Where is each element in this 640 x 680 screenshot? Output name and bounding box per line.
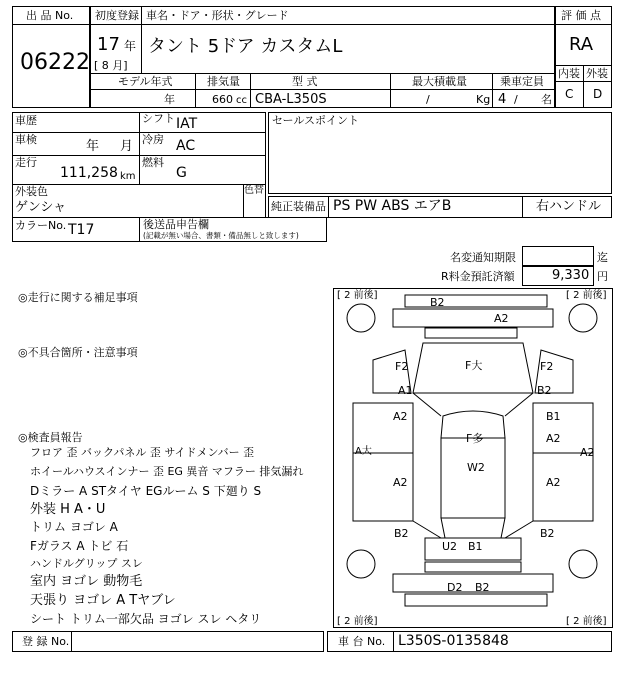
damage-label: A2 bbox=[393, 476, 408, 489]
a-pillar-left bbox=[413, 393, 441, 416]
first-reg-year: 17 bbox=[97, 34, 120, 55]
capacity-sep: / bbox=[514, 93, 518, 106]
displacement-label: 排気量 bbox=[207, 75, 240, 88]
damage-label: B1 bbox=[468, 540, 483, 553]
deadline-label: 名変通知期限 bbox=[450, 251, 516, 264]
rating-label: 評 価 点 bbox=[561, 9, 601, 22]
spec-divider-1 bbox=[195, 73, 196, 108]
damage-label: U2 bbox=[442, 540, 458, 553]
capacity: 4 bbox=[498, 92, 507, 107]
sales-point-label: セールスポイント bbox=[272, 114, 360, 127]
car-condition-diagram bbox=[333, 288, 613, 628]
diagram-frame bbox=[334, 289, 613, 628]
displacement: 660 bbox=[212, 93, 233, 106]
first-reg-label: 初度登録 bbox=[95, 9, 139, 22]
c-pillar-right bbox=[505, 521, 533, 538]
reg-no-label: 登 録 No. bbox=[22, 635, 70, 648]
c-pillar-left bbox=[413, 521, 441, 538]
body-right bbox=[533, 403, 593, 521]
type-label: 型 式 bbox=[292, 75, 318, 88]
corner-label-tr: [ 2 前後] bbox=[566, 290, 607, 301]
handle: 右ハンドル bbox=[536, 199, 602, 214]
ac-label: 冷房 bbox=[142, 133, 164, 146]
car-name: タント 5ドア カスタムL bbox=[148, 36, 343, 57]
spec-divider-4 bbox=[492, 73, 493, 108]
color-no: T17 bbox=[68, 222, 95, 238]
rating: RA bbox=[569, 34, 594, 55]
damage-label: A2 bbox=[393, 410, 408, 423]
model-year-label: モデル年式 bbox=[118, 75, 173, 88]
capacity-label: 乗車定員 bbox=[500, 75, 544, 88]
report-line: シート トリム一部欠品 ヨゴレ スレ ヘタリ bbox=[30, 612, 262, 626]
damage-label: A1 bbox=[398, 384, 413, 397]
declaration-label: 後送品申告欄 bbox=[143, 218, 209, 231]
interior-grade: C bbox=[565, 87, 574, 101]
lot-no: 06222 bbox=[20, 50, 90, 75]
report-line: 室内 ヨゴレ 動物毛 bbox=[30, 574, 143, 589]
car-name-label: 車名・ドア・形状・グレード bbox=[146, 9, 289, 22]
rear-lamp bbox=[425, 562, 521, 572]
exterior-grade: D bbox=[593, 87, 603, 101]
corner-label-bl: [ 2 前後] bbox=[337, 616, 378, 627]
recycle-value: 9,330 bbox=[552, 268, 590, 283]
lot-no-label: 出 品 No. bbox=[26, 9, 74, 22]
a-pillar-right bbox=[505, 393, 533, 416]
front-grille bbox=[425, 328, 517, 338]
corner-label-br: [ 2 前後] bbox=[566, 616, 607, 627]
driving-heading: ◎走行に関する補足事項 bbox=[18, 291, 138, 304]
report-line: 外装 H A・U bbox=[30, 502, 106, 517]
damage-label: F2 bbox=[540, 360, 554, 373]
damage-label: F多 bbox=[466, 432, 484, 445]
chassis-no: L350S-0135848 bbox=[398, 633, 509, 649]
damage-label: B2 bbox=[475, 581, 490, 594]
declaration-note: (記載が無い場合、書類・備品無しと致します) bbox=[143, 231, 299, 240]
history-label: 車歴 bbox=[15, 114, 37, 127]
damage-label: B2 bbox=[394, 527, 409, 540]
mileage-unit: km bbox=[120, 171, 136, 182]
spec-divider-3 bbox=[390, 73, 391, 108]
damage-label: D2 bbox=[447, 581, 463, 594]
damage-label: B1 bbox=[546, 410, 561, 423]
spec-divider-2 bbox=[250, 73, 251, 108]
front-bumper bbox=[393, 309, 553, 327]
damage-label: A2 bbox=[546, 476, 561, 489]
inspector-heading: ◎検査員報告 bbox=[18, 431, 83, 444]
ext-color-label: 外装色 bbox=[15, 185, 48, 198]
mileage: 111,258 bbox=[60, 165, 118, 181]
color-no-label: カラーNo. bbox=[15, 219, 67, 232]
rear-bumper-bottom bbox=[405, 594, 547, 606]
first-reg-year-unit: 年 bbox=[124, 39, 137, 53]
exterior-label: 外装 bbox=[586, 67, 608, 80]
damage-label: B2 bbox=[430, 296, 445, 309]
wheel-rear-right bbox=[569, 550, 597, 578]
fuel-label: 燃料 bbox=[142, 156, 164, 169]
color-change-label: 色替 bbox=[244, 185, 264, 196]
damage-label: W2 bbox=[467, 461, 485, 474]
shift: IAT bbox=[176, 116, 198, 132]
max-load: / bbox=[426, 93, 430, 106]
report-line: ホイールハウスインナー 歪 EG 異音 マフラー 排気漏れ bbox=[30, 465, 304, 478]
report-line: フロア 歪 バックパネル 歪 サイドメンバー 歪 bbox=[30, 446, 255, 459]
fuel: G bbox=[176, 165, 187, 181]
recycle-unit: 円 bbox=[597, 270, 608, 283]
deadline-unit: 迄 bbox=[597, 251, 608, 264]
damage-label: A大 bbox=[355, 446, 372, 457]
first-reg-month: [ 8 月] bbox=[94, 59, 128, 72]
damage-label: B2 bbox=[540, 527, 555, 540]
report-line: トリム ヨゴレ A bbox=[30, 520, 118, 534]
damage-label: A2 bbox=[580, 446, 595, 459]
front-bumper-top bbox=[405, 295, 547, 307]
equipment: PS PW ABS エアB bbox=[333, 198, 452, 214]
wheel-front-left bbox=[347, 304, 375, 332]
inspection-label: 車検 bbox=[15, 133, 37, 146]
defects-heading: ◎不具合箇所・注意事項 bbox=[18, 346, 138, 359]
wheel-front-right bbox=[569, 304, 597, 332]
shift-label: シフト bbox=[142, 112, 175, 125]
capacity-unit: 名 bbox=[541, 93, 552, 106]
equipment-divider bbox=[328, 196, 329, 218]
damage-label: F2 bbox=[395, 360, 409, 373]
ac: AC bbox=[176, 138, 196, 154]
report-line: 天張り ヨゴレ A Tヤブレ bbox=[30, 593, 176, 608]
corner-label-tl: [ 2 前後] bbox=[337, 290, 378, 301]
damage-label: B2 bbox=[537, 384, 552, 397]
chassis-label: 車 台 No. bbox=[338, 635, 386, 648]
inspection-month: 月 bbox=[120, 139, 134, 154]
wheel-rear-left bbox=[347, 550, 375, 578]
interior-label: 内装 bbox=[558, 67, 580, 80]
max-load-label: 最大積載量 bbox=[412, 75, 467, 88]
report-line: Fガラス A トビ 石 bbox=[30, 539, 129, 553]
mileage-label: 走行 bbox=[15, 156, 37, 169]
rear-window bbox=[441, 518, 505, 538]
reg-no-cell bbox=[71, 631, 324, 652]
displacement-unit: cc bbox=[236, 95, 247, 106]
model-year-unit: 年 bbox=[164, 93, 175, 106]
deadline-box bbox=[522, 246, 594, 266]
damage-label: A2 bbox=[546, 432, 561, 445]
type: CBA-L350S bbox=[255, 92, 327, 107]
equipment-label: 純正装備品 bbox=[271, 200, 326, 213]
max-load-unit: Kg bbox=[476, 93, 491, 106]
report-line: ハンドルグリップ スレ bbox=[30, 557, 143, 570]
roof bbox=[441, 438, 505, 518]
report-line: Dミラー A STタイヤ EGルーム S 下廻り S bbox=[30, 484, 262, 498]
rear-bumper bbox=[393, 574, 553, 592]
inspection-year: 年 bbox=[86, 139, 100, 154]
damage-label: F大 bbox=[465, 359, 483, 372]
ext-color: ゲンシャ bbox=[15, 200, 67, 215]
damage-label: A2 bbox=[494, 312, 509, 325]
recycle-label: R料金預託済額 bbox=[441, 270, 515, 283]
